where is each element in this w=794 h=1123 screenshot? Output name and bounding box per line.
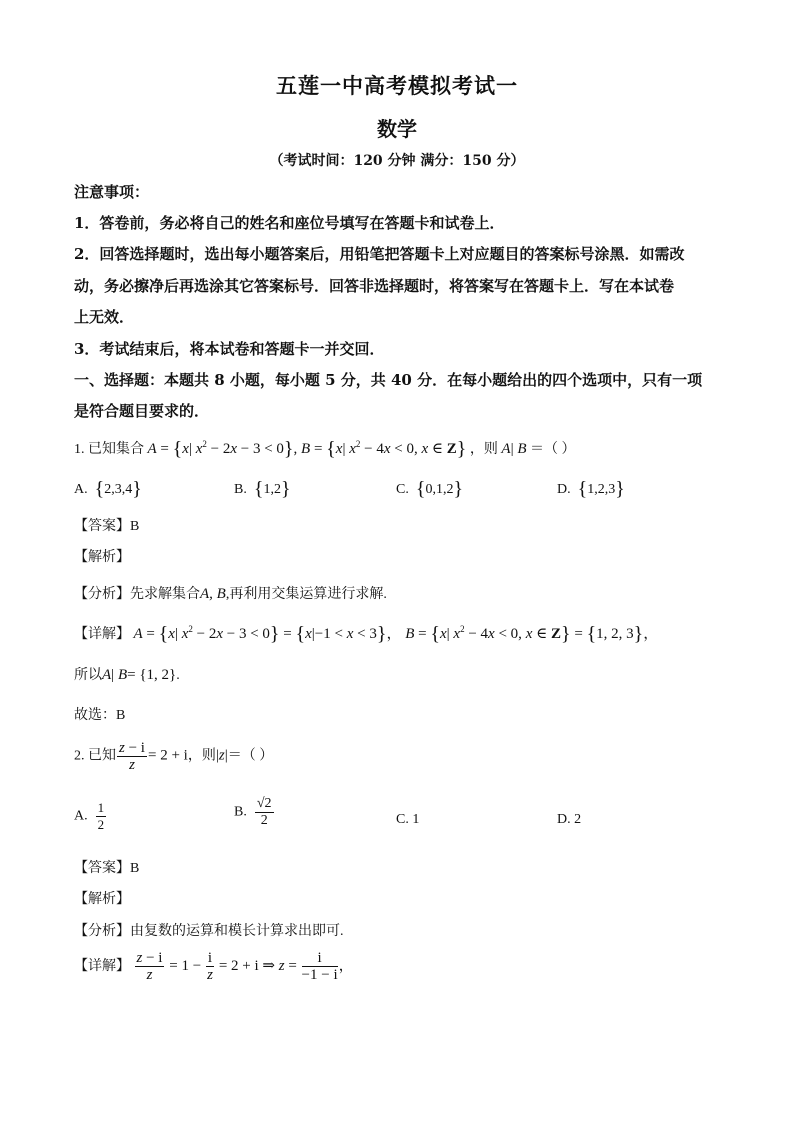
q2-option-a: A. $\frac{1}{2}$ [74, 800, 105, 832]
notes-heading: 注意事项： [74, 183, 150, 201]
q1-conclusion: 所以A| B= {1, 2}. [74, 667, 180, 683]
q2-option-c: C. 1 [396, 812, 420, 827]
q1-option-c: C. {0,1,2} [396, 478, 464, 500]
notes-item-2-line-3: 上无效． [74, 308, 135, 326]
notes-item-3: 3．考试结束后，将本试卷和答题卡一并交回． [74, 340, 385, 358]
q1-xiangjie: 【详解】 A = {x| $x^2 - 2x - 3 < 0\} = \{x|-1 < x < 3\}$， B = {x| $x^2 - 4x < 0$, x ∈ Z} = {1, 2, 3}， [74, 623, 659, 645]
q2-fenxi: 【分析】由复数的运算和模长计算求出即可. [74, 924, 344, 939]
q1-choose: 故选：B [74, 708, 126, 723]
q2-fraction: $\frac{z - i}{z}$ [119, 740, 145, 773]
q1-option-b: B. {1,2} [234, 478, 291, 500]
q1-option-d: D. {1,2,3} [557, 478, 625, 500]
set-a-definition: A = {x| $x^2 - 2x - 3 < 0$}, B = {x| $x^2 - 4x < 0$, x ∈ Z} [147, 438, 467, 460]
q1-fenxi: 【分析】先求解集合A, B,再利用交集运算进行求解. [74, 586, 387, 602]
notes-item-2-line-1: 2．回答选择题时，选出每小题答案后，用铅笔把答题卡上对应题目的答案标号涂黑．如需改 [74, 245, 685, 263]
q1-analysis-label: 【解析】 [74, 550, 130, 565]
q2-xiangjie: 【详解】 $\frac{z - i}{z}$ = 1 − $\frac{i}{z}$ = 2 + i ⇒ z = $\frac{i}{-1 - i}$ ， [74, 950, 354, 983]
exam-subject: 数学 [377, 117, 417, 141]
exam-title: 五莲一中高考模拟考试一 [276, 73, 518, 98]
q2-option-b: B. $\frac{√2}{2}$ [234, 796, 272, 828]
q2-answer: 【答案】B [74, 861, 140, 876]
q1-option-a: A. {2,3,4} [74, 478, 142, 500]
question-2-stem: 2. 已知 $\frac{z - i}{z}$ = 2 + i，则|z|＝（ ） [74, 740, 274, 773]
exam-info: （考试时间：120 分钟 满分：150 分） [269, 153, 525, 169]
q2-solution-math: $\frac{z - i}{z}$ = 1 − $\frac{i}{z}$ = 2 + i ⇒ z = $\frac{i}{-1 - i}$ ， [136, 950, 354, 983]
q1-solution-math: A = {x| $x^2 - 2x - 3 < 0\} = \{x|-1 < x < 3\}$， B = {x| $x^2 - 4x < 0$, x ∈ Z} = {1, 2, 3}， [133, 623, 659, 645]
section-1-line-2: 是符合题目要求的． [74, 402, 210, 420]
notes-item-1: 1．答卷前，务必将自己的姓名和座位号填写在答题卡和试卷上． [74, 214, 505, 232]
notes-item-2-line-2: 动，务必擦净后再选涂其它答案标号．回答非选择题时，将答案写在答题卡上．写在本试卷 [74, 277, 675, 295]
q2-analysis-label: 【解析】 [74, 892, 130, 907]
q2-option-d: D. 2 [557, 812, 582, 827]
section-1-line-1: 一、选择题：本题共 8 小题，每小题 5 分，共 40 分．在每小题给出的四个选项中，只有一项 [74, 371, 703, 389]
q1-answer: 【答案】B [74, 519, 140, 534]
question-1-stem: 1. 已知集合 A = {x| $x^2 - 2x - 3 < 0$}, B = {x| $x^2 - 4x < 0$, x ∈ Z} ，则 A| B ＝（ ） [74, 438, 576, 460]
